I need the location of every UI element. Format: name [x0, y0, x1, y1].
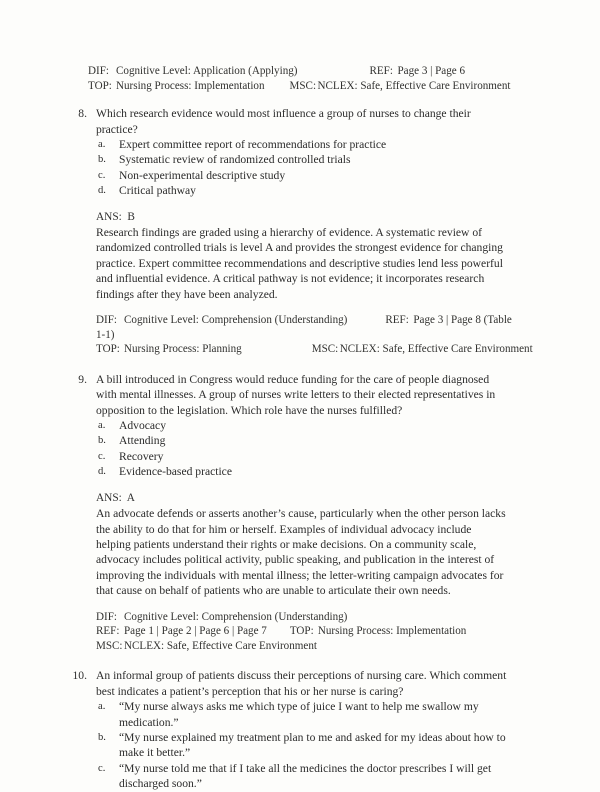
option-a-letter: a. [98, 701, 106, 713]
option-d[interactable] [96, 464, 508, 479]
question-10-number: 10. [72, 669, 87, 683]
q9-dif-label: DIF: [96, 610, 117, 623]
option-c-letter: c. [98, 450, 106, 462]
option-a-letter: a. [98, 420, 106, 432]
q8-dif-value: Cognitive Level: Comprehension (Understanding) [124, 314, 348, 327]
question-9-rationale: An advocate defends or asserts another’s cause, particularly when the other person lacks the ability to do that for him or herself. Examples of individual advocacy include helping patients understand their rights or make decisions. On a community scale, advocacy includes political activity, public speaking, and publication in the interest of improving the individuals with mental illness; the letter-writing campaign advocates for that cause on behalf of patients who are unable to articulate their own needs. [96, 507, 506, 598]
dif-label: DIF: [88, 65, 109, 77]
question-9-number: 9. [78, 372, 87, 386]
question-8-answer [96, 210, 508, 225]
msc-label: MSC: [289, 79, 317, 92]
q8-top-label: TOP: [96, 343, 120, 356]
question-9-stem: A bill introduced in Congress would reduce funding for the care of people diagnosed with mental illnesses. A group of nurses write letters to their elected representatives in opposition to the legislation. Which role have the nurses fulfilled? [96, 372, 496, 417]
option-c[interactable] [96, 168, 508, 183]
dif-value: Cognitive Level: Application (Applying) [116, 65, 298, 77]
question-9-options [96, 418, 508, 480]
option-c[interactable] [96, 761, 508, 792]
ref-label: REF: [369, 65, 393, 77]
option-b-text: “My nurse explained my treatment plan to me and asked for my ideas about how to make it better.” [119, 730, 506, 760]
q8-msc-value: NCLEX: Safe, Effective Care Environment [339, 343, 533, 356]
q9-meta-line-dif [96, 610, 508, 625]
q8-top-value: Nursing Process: Planning [124, 343, 242, 356]
option-a-text: Advocacy [119, 419, 166, 433]
option-b-text: Attending [119, 434, 166, 448]
option-a-text: “My nurse always asks me which type of juice I want to help me swallow my medication.” [119, 700, 479, 729]
q9-top-label: TOP: [289, 625, 314, 638]
answer-value: B [127, 210, 135, 223]
msc-value: NCLEX: Safe, Effective Care Environment [317, 79, 511, 92]
ref-value: Page 3 | Page 6 [397, 65, 466, 77]
option-a-letter: a. [98, 139, 106, 150]
header-meta-block [88, 64, 511, 93]
top-label: TOP: [88, 79, 112, 92]
question-8 [66, 106, 533, 357]
header-meta-line-top [88, 79, 511, 94]
q9-msc-value: NCLEX: Safe, Effective Care Environment [124, 639, 317, 652]
option-b-letter: b. [98, 154, 106, 166]
q8-ref-value-cont: 1-1) [96, 328, 115, 341]
q9-top-value: Nursing Process: Implementation [317, 625, 467, 638]
q9-msc-label: MSC: [96, 639, 123, 652]
q9-ref-label: REF: [96, 625, 120, 638]
option-b-letter: b. [98, 731, 106, 743]
question-8-options [96, 137, 508, 199]
question-8-stem: Which research evidence would most influence a group of nurses to change their practice? [96, 107, 471, 136]
option-d-text: Critical pathway [119, 184, 196, 198]
q8-ref-label: REF: [385, 314, 409, 327]
option-a[interactable] [96, 699, 508, 730]
question-9-answer [96, 491, 508, 506]
option-c-text: Non-experimental descriptive study [119, 168, 286, 182]
question-8-meta [96, 313, 533, 357]
q9-dif-value: Cognitive Level: Comprehension (Understanding) [124, 610, 348, 623]
option-b-letter: b. [98, 435, 106, 447]
q9-meta-line-ref [96, 624, 508, 639]
top-value: Nursing Process: Implementation [116, 79, 265, 92]
q8-msc-label: MSC: [311, 343, 339, 356]
option-a[interactable] [96, 418, 508, 433]
option-d-letter: d. [98, 185, 106, 197]
option-d-letter: d. [98, 466, 106, 478]
question-10 [66, 668, 508, 791]
answer-label: ANS: [96, 491, 122, 504]
question-8-number: 8. [78, 107, 87, 121]
option-c-letter: c. [98, 762, 106, 774]
q8-ref-value: Page 3 | Page 8 (Table [413, 314, 512, 327]
question-9-meta [96, 610, 508, 654]
q8-dif-label: DIF: [96, 314, 117, 327]
question-10-stem: An informal group of patients discuss their perceptions of nursing care. Which comment best indicates a patient’s perception that his or her nurse is caring? [96, 669, 507, 698]
option-a[interactable] [96, 137, 508, 152]
q8-meta-line-ref-cont [96, 328, 508, 343]
option-c[interactable] [96, 449, 508, 464]
option-b-text: Systematic review of randomized controlled trials [119, 153, 351, 167]
option-b[interactable] [96, 152, 508, 167]
answer-value: A [126, 491, 135, 504]
q8-meta-line-dif [96, 313, 512, 328]
question-9 [66, 372, 508, 653]
header-meta-line-dif [88, 64, 508, 79]
question-10-options [96, 699, 508, 791]
option-c-letter: c. [98, 169, 106, 181]
option-b[interactable] [96, 433, 508, 448]
option-a-text: Expert committee report of recommendations for practice [119, 138, 387, 151]
q9-meta-line-msc [96, 639, 508, 654]
question-8-rationale: Research findings are graded using a hierarchy of evidence. A systematic review of randomized controlled trials is level A and provides the strongest evidence for changing practice. Expert committee recommendations and descriptive studies lend less powerful and influential evidence. A critical pathway is not evidence; it incorporates research findings after they have been analyzed. [96, 226, 503, 301]
q8-meta-line-top [96, 342, 533, 357]
option-b[interactable] [96, 730, 508, 761]
q9-ref-value: Page 1 | Page 2 | Page 6 | Page 7 [124, 625, 267, 638]
option-c-text: Recovery [119, 449, 164, 463]
option-d-text: Evidence-based practice [119, 465, 232, 479]
answer-label: ANS: [96, 210, 122, 223]
option-d[interactable] [96, 183, 508, 198]
option-c-text: “My nurse told me that if I take all the medicines the doctor prescribes I will get discharged soon.” [119, 761, 492, 791]
